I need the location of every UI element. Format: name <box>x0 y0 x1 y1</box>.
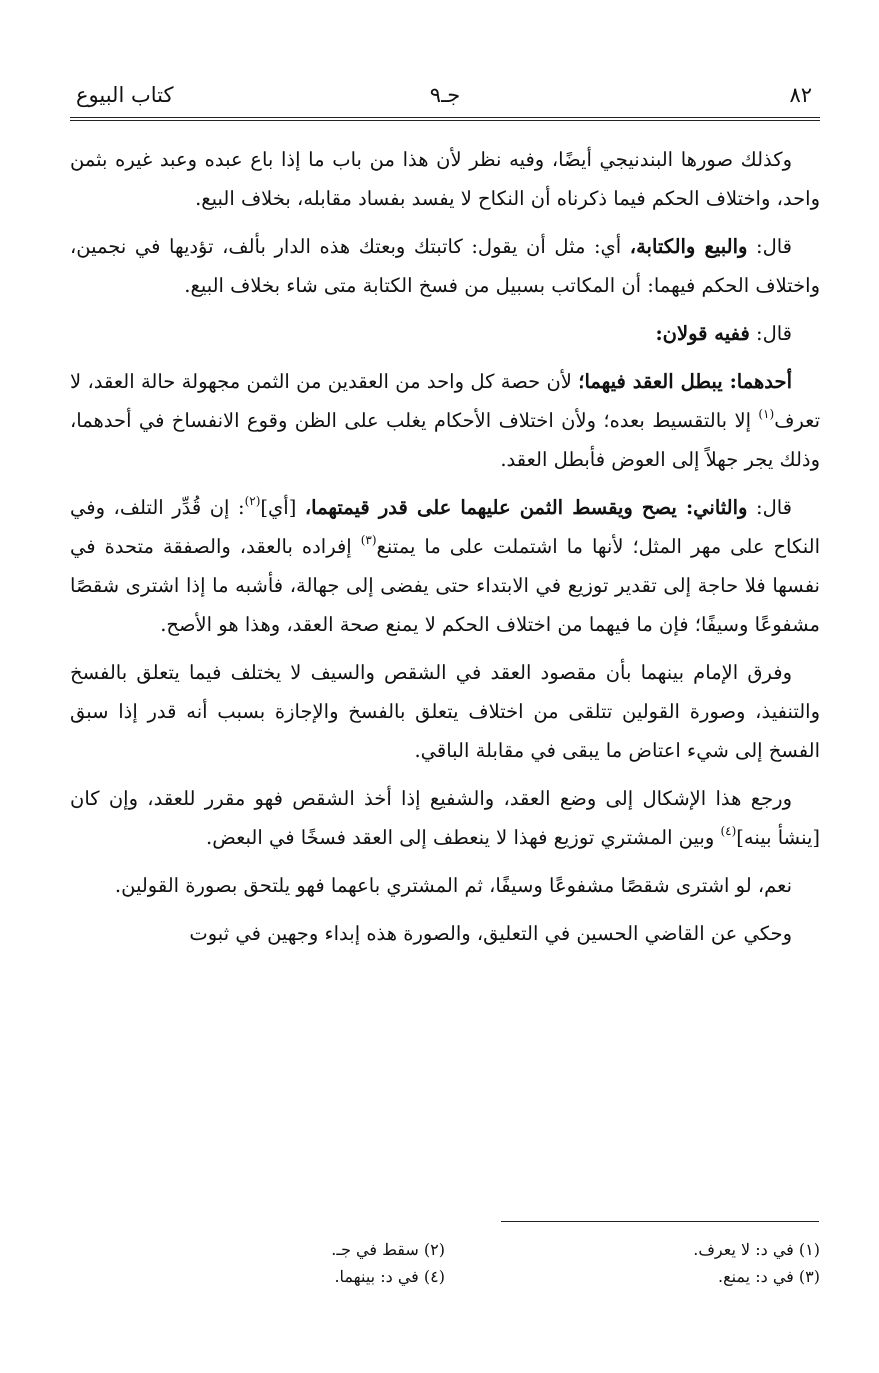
text-run: قال: <box>749 322 792 345</box>
volume-label: جـ٩ <box>429 83 461 107</box>
text-run: [أي] <box>260 496 305 519</box>
paragraph <box>70 362 820 479</box>
footnote-number: (٣) <box>798 1267 820 1286</box>
text-run: إلا بالتقسيط بعده؛ ولأن اختلاف الأحكام يغلب على الظن وقوع الانفساخ في أحدهما، وذلك يجر جهلاً إلى العوض فأبطل العقد. <box>70 409 820 471</box>
footnote-4 <box>70 1263 445 1290</box>
footnote-number: (٤) <box>423 1267 445 1286</box>
main-text <box>70 140 820 962</box>
paragraph <box>70 866 820 905</box>
footnote-3 <box>445 1263 820 1290</box>
running-header <box>70 78 820 112</box>
footnotes <box>70 1236 820 1290</box>
footnote-marker: (٣) <box>360 533 377 547</box>
paragraph <box>70 779 820 857</box>
book-title: كتاب البيوع <box>76 83 174 107</box>
text-run: قال: <box>747 496 793 519</box>
text-run: وبين المشتري توزيع فهذا لا ينعطف إلى العقد فسخًا في البعض. <box>206 826 721 849</box>
bold-text: والبيع والكتابة، <box>629 235 748 258</box>
footnote-row <box>70 1263 820 1290</box>
footnote-marker: (٢) <box>244 494 261 508</box>
footnote-text: في د: بينهما. <box>334 1267 419 1286</box>
text-run: قال: <box>747 235 793 258</box>
footnote-marker: (٤) <box>720 824 737 838</box>
footnote-2 <box>70 1236 445 1263</box>
page-number: ٨٢ <box>789 83 812 107</box>
paragraph <box>70 314 820 353</box>
bold-text: أحدهما: يبطل العقد فيهما؛ <box>578 370 792 393</box>
text-run: وفرق الإمام بينهما بأن مقصود العقد في الشقص والسيف لا يختلف فيما يتعلق بالفسخ والتنفيذ، وصورة القولين تتلقى من اختلاف يتعلق بالفسخ والإجازة بسبب أنه قدر إذا سبق الفسخ إلى شيء اعتاض ما يبقى في مقابلة الباقي. <box>70 661 820 762</box>
footnote-marker: (١) <box>758 407 775 421</box>
footnote-1 <box>445 1236 820 1263</box>
footnote-text: سقط في جـ. <box>331 1240 419 1259</box>
footnote-text: في د: يمنع. <box>718 1267 794 1286</box>
footnote-number: (١) <box>798 1240 820 1259</box>
paragraph <box>70 653 820 770</box>
text-run: أي: مثل أن يقول: كاتبتك وبعتك هذه الدار بألف، تؤديها في نجمين، واختلاف الحكم فيهما: أن المكاتب بسبيل من فسخ الكتابة متى شاء بخلاف البيع. <box>70 235 820 297</box>
footnote-text: في د: لا يعرف. <box>693 1240 794 1259</box>
text-run: لأن حصة كل واحد من العقدين من الثمن مجهولة حالة العقد، لا تعرف <box>70 370 820 432</box>
footnote-row <box>70 1236 820 1263</box>
text-run: وحكي عن القاضي الحسين في التعليق، والصورة هذه إبداء وجهين في ثبوت <box>189 922 792 945</box>
paragraph <box>70 488 820 644</box>
footnote-separator <box>501 1221 819 1222</box>
text-run: إفراده بالعقد، والصفقة متحدة في نفسها فلا حاجة إلى تقدير توزيع في الابتداء حتى يفضى إلى جهالة، فأشبه ما إذا اشترى شقصًا مشفوعًا وسيفًا؛ فإن ما فيهما من اختلاف الحكم لا يمنع صحة العقد، وهذا هو الأصح. <box>70 535 820 636</box>
paragraph <box>70 140 820 218</box>
text-run: وكذلك صورها البندنيجي أيضًا، وفيه نظر لأن هذا من باب ما إذا باع عبده وعبد غيره بثمن واحد، واختلاف الحكم فيما ذكرناه أن النكاح لا يفسد بفساد مقابله، بخلاف البيع. <box>70 148 820 210</box>
header-double-rule <box>70 117 820 121</box>
paragraph <box>70 227 820 305</box>
footnote-number: (٢) <box>423 1240 445 1259</box>
text-run: نعم، لو اشترى شقصًا مشفوعًا وسيفًا، ثم المشتري باعهما فهو يلتحق بصورة القولين. <box>114 874 792 897</box>
paragraph <box>70 914 820 953</box>
bold-text: ففيه قولان: <box>655 322 750 345</box>
text-run: ورجع هذا الإشكال إلى وضع العقد، والشفيع إذا أخذ الشقص فهو مقرر للعقد، وإن كان [ينشأ بينه] <box>70 787 820 849</box>
bold-text: والثاني: يصح ويقسط الثمن عليهما على قدر قيمتهما، <box>304 496 748 519</box>
text-run: : إن قُدِّر التلف، وفي النكاح على مهر المثل؛ لأنها ما اشتملت على ما يمتنع <box>70 496 821 558</box>
